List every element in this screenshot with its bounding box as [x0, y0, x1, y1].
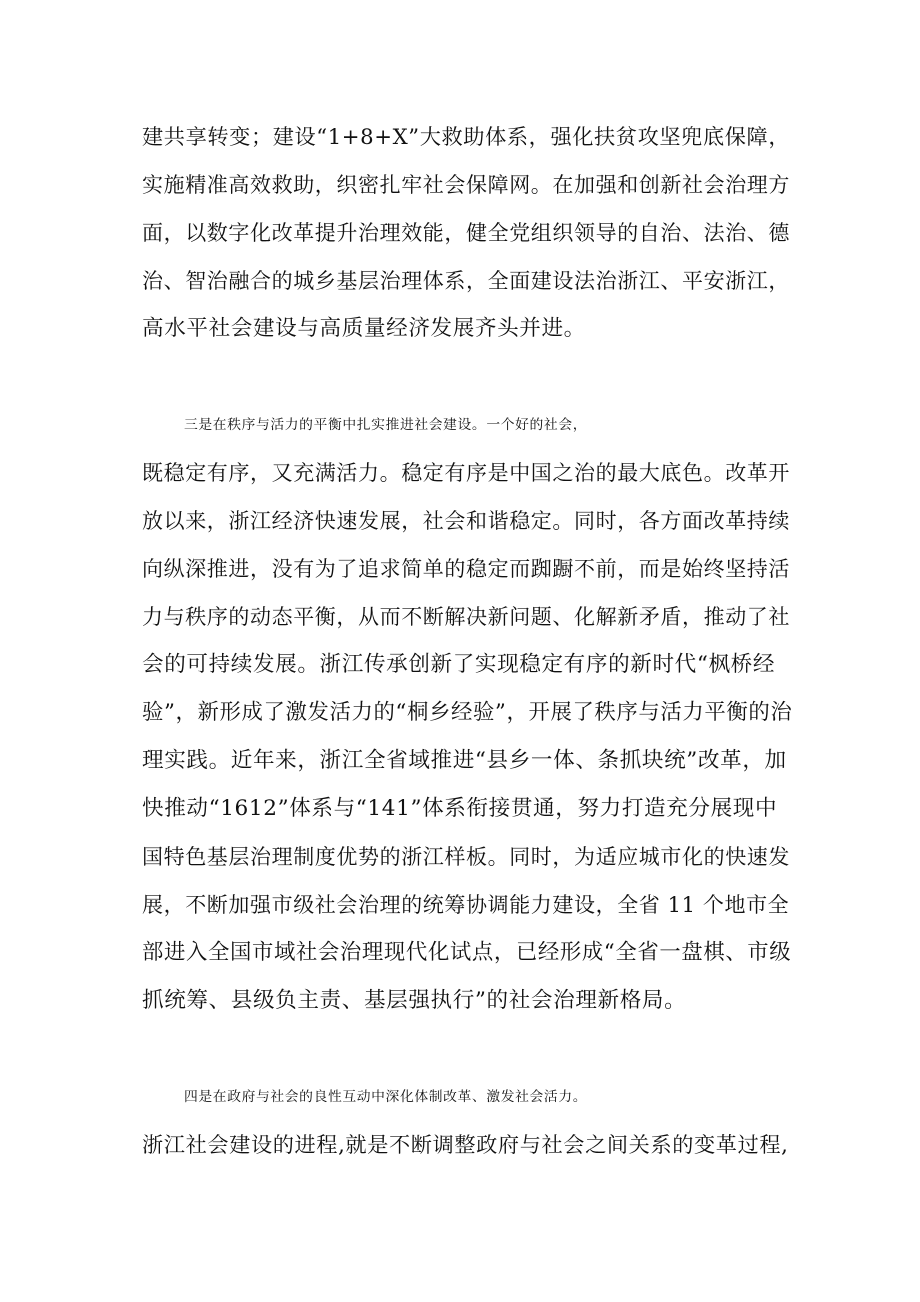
- paragraph-line: 验”，新形成了激发活力的“桐乡经验”，开展了秩序与活力平衡的治: [142, 700, 793, 725]
- paragraph-line: 国特色基层治理制度优势的浙江样板。同时，为适应城市化的快速发: [142, 845, 790, 869]
- paragraph-line: 三是在秩序与活力的平衡中扎实推进社会建设。一个好的社会，: [184, 417, 588, 433]
- paragraph-line: 力与秩序的动态平衡，从而不断解决新问题、化解新矛盾，推动了社: [142, 605, 790, 629]
- paragraph-line: 面，以数字化改革提升治理效能，健全党组织领导的自治、法治、德: [142, 221, 790, 245]
- paragraph-line: 治、智治融合的城乡基层治理体系，全面建设法治浙江、平安浙江，: [142, 269, 790, 293]
- paragraph-line: 四是在政府与社会的良性互动中深化体制改革、激发社会活力。: [184, 1089, 588, 1105]
- paragraph-line: 会的可持续发展。浙江传承创新了实现稳定有序的新时代“枫桥经: [142, 652, 776, 677]
- paragraph-line: 向纵深推进，没有为了追求简单的稳定而踟蹰不前，而是始终坚持活: [142, 557, 790, 581]
- paragraph-line: 浙江社会建设的进程,就是不断调整政府与社会之间关系的变革过程,: [142, 1132, 789, 1157]
- paragraph-line: 快推动“1612”体系与“141”体系衔接贯通，努力打造充分展现中: [142, 796, 778, 821]
- paragraph-line: 建共享转变；建设“1+8+X”大救助体系，强化扶贫攻坚兜底保障，: [142, 124, 791, 149]
- paragraph-line: 抓统筹、县级负主责、基层强执行”的社会治理新格局。: [142, 988, 687, 1013]
- paragraph-line: 高水平社会建设与高质量经济发展齐头并进。: [142, 316, 586, 341]
- paragraph-line: 理实践。近年来，浙江全省域推进“县乡一体、条抓块统”改革，加: [142, 748, 787, 773]
- paragraph-line: 部进入全国市域社会治理现代化试点，已经形成“全省一盘棋、市级: [142, 940, 792, 965]
- paragraph-line: 展，不断加强市级社会治理的统筹协调能力建设，全省 11 个地市全: [142, 893, 790, 917]
- paragraph-line: 放以来，浙江经济快速发展，社会和谐稳定。同时，各方面改革持续: [142, 509, 790, 533]
- paragraph-line: 既稳定有序，又充满活力。稳定有序是中国之治的最大底色。改革开: [142, 461, 790, 485]
- paragraph-line: 实施精准高效救助，织密扎牢社会保障网。在加强和创新社会治理方: [142, 173, 790, 197]
